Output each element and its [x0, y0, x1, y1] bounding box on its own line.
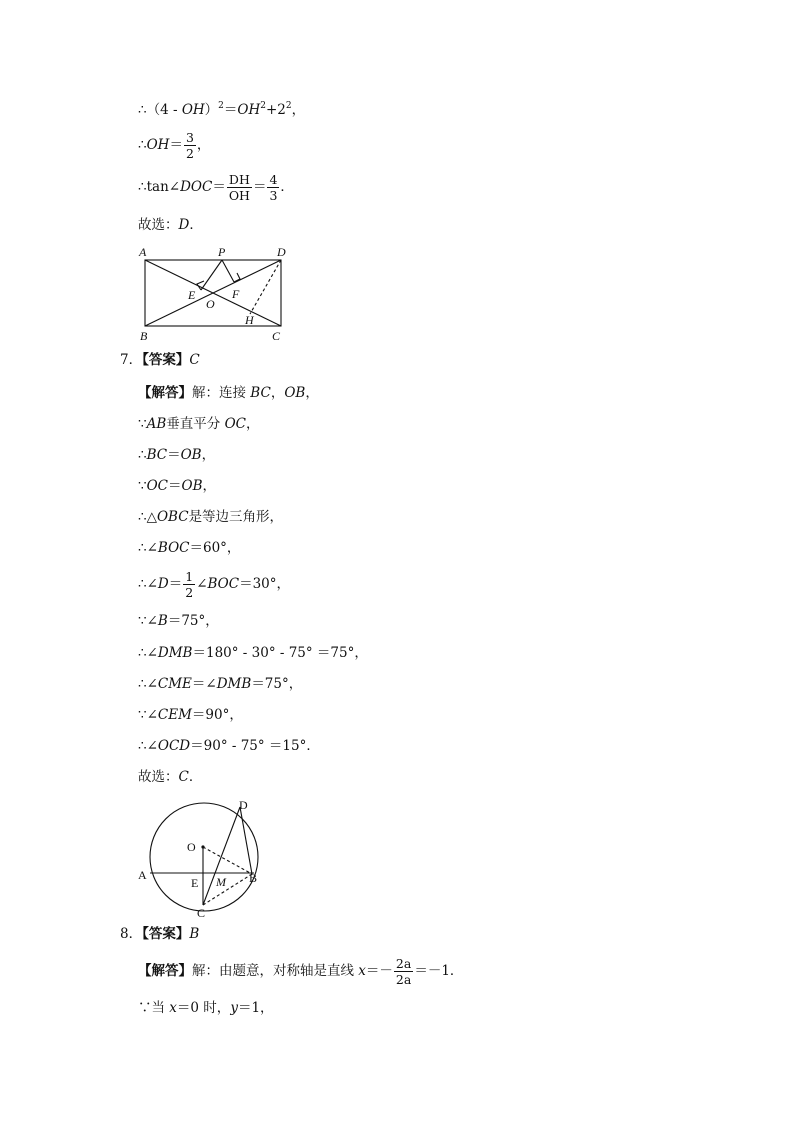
fraction: $\frac{3}{2}$ [185, 130, 194, 161]
label-a: A [138, 868, 147, 882]
label-o: O [206, 297, 215, 311]
fraction: $\frac{2a}{2a}$ [395, 956, 412, 987]
q7-line-3: ∵OC＝OB， [138, 478, 216, 494]
q8-line-0: 【解答】解：由题意，对称轴是直线 x＝－ $\frac{2a}{2a}$ ＝－1． [138, 956, 464, 987]
label-b: B [140, 329, 148, 343]
sol6-choice: 故选：D． [138, 217, 203, 233]
fraction: $\frac{1}{2}$ [185, 569, 194, 600]
label-f: F [232, 287, 240, 301]
label-d: D [277, 245, 286, 259]
label-m: M [216, 875, 226, 889]
segment-pf [222, 260, 234, 282]
q7-line-10: ∵∠CEM＝90°， [138, 707, 243, 723]
q7-line-6: ∴∠D＝ $\frac{1}{2}$ ∠BOC＝30°， [138, 569, 291, 600]
rectangle-figure [130, 240, 300, 346]
q7-line-2: ∴BC＝OB， [138, 447, 216, 463]
sol6-line-3: ∴tan∠DOC＝ $\frac{DH}{OH}$ ＝ $\frac{4}{3}$ ． [138, 172, 294, 203]
q7-line-5: ∴∠BOC＝60°， [138, 540, 241, 556]
segment-pe [201, 260, 222, 290]
q7-line-11: ∴∠OCD＝90° - 75° ＝15°． [138, 738, 320, 754]
center-dot [201, 845, 204, 848]
fraction: $\frac{DH}{OH}$ [228, 172, 250, 203]
q7-choice: 故选：C． [138, 769, 203, 785]
q8-answer-line: 8．【答案】B [120, 926, 200, 942]
dashed-ob [203, 847, 252, 874]
sol6-line-1: ∴（4 - $OH)^2=OH^2+2^2$， [138, 101, 306, 118]
segment-cd [203, 807, 240, 905]
segment-db [240, 807, 252, 874]
sol6-line-2: ∴OH＝ $\frac{3}{2}$ ， [138, 130, 211, 161]
q7-line-7: ∵∠B＝75°， [138, 613, 219, 629]
q8-line-1: ∵当 x＝0 时，y＝1， [138, 1000, 274, 1016]
circle-figure [130, 795, 270, 923]
label-c: C [272, 329, 281, 343]
label-o: O [187, 840, 196, 854]
dashed-bc [203, 874, 252, 905]
q7-line-0: 【解答】解：连接 BC，OB， [138, 385, 319, 401]
label-h: H [245, 313, 254, 327]
q7-line-1: ∵AB垂直平分 OC， [138, 416, 260, 432]
q7-line-9: ∴∠CME＝∠DMB＝75°， [138, 676, 303, 692]
label-b: B [249, 871, 258, 885]
label-p: P [218, 245, 226, 259]
q7-answer-line: 7．【答案】C [120, 352, 200, 368]
label-c: C [197, 906, 206, 920]
q7-line-8: ∴∠DMB＝180° - 30° - 75° ＝75°， [138, 645, 368, 661]
label-d: D [239, 798, 248, 812]
fraction: $\frac{4}{3}$ [269, 172, 278, 203]
label-e: E [188, 288, 196, 302]
label-e: E [191, 876, 199, 890]
q7-line-4: ∴△OBC是等边三角形， [138, 509, 284, 525]
label-a: A [139, 245, 147, 259]
